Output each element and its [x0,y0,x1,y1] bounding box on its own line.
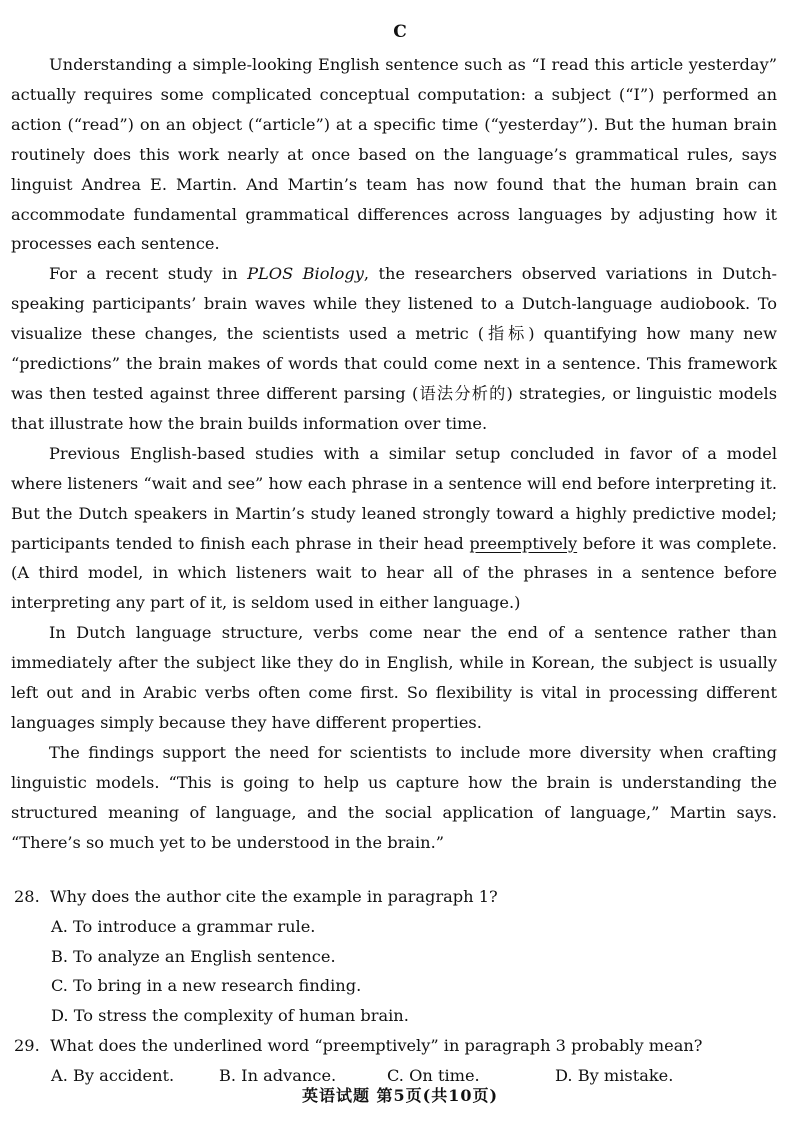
page-footer: 英语试题 第5页(共10页) [301,1086,499,1105]
question-stem [14,1031,784,1061]
option-a: A. By accident. [51,1065,175,1085]
paragraph-3-text-end: before it was complete. (A third model, in which listeners wait to hear all of the phrases in a sentence before interpreting any part of it, is seldom used in either language.) [11,533,777,613]
question-stem [14,882,784,912]
journal-title: PLOS Biology [247,264,364,284]
paragraph-2-text-start: For a recent study in [49,264,248,284]
question-29 [14,1031,784,1091]
underlined-word: preemptively [469,533,578,553]
option-c: C. To bring in a new research finding. [51,976,362,996]
paragraph-1-text: Understanding a simple-looking English sentence such as “I read this article yesterday” actually requires some complicated conceptual computation: a subject (“I”) performed an action (“read”) on an object (“article”) at a specific time (“yesterday”). But the human brain routinely does this work nearly at once based on the language’s grammatical rules, says linguist Andrea E. Martin. And Martin’s team has now found that the human brain can accommodate fundamental grammatical differences across languages by adjusting how it processes each sentence. [11,55,777,254]
paragraph-5-text: The findings support the need for scientists to include more diversity when crafting linguistic models. “This is going to help us capture how the brain is understanding the structured meaning of language, and the social application of language,” Martin says. “There’s so much yet to be understood in the brain.” [11,742,777,852]
paragraph-4 [11,618,777,738]
paragraph-2-text-end: , the researchers observed variations in Dutch-speaking participants’ brain waves while they listened to a Dutch-language audiobook. To visualize these changes, the scientists used a metric (指标) quantifying how many new “predictions” the brain makes of words that could come next in a sentence. This framework was then tested against three different parsing (语法分析的) strategies, or linguistic models that illustrate how the brain builds information over time. [11,264,777,433]
option-d: D. To stress the complexity of human brain. [51,1006,409,1026]
paragraph-1 [11,50,777,259]
reading-passage [11,50,777,857]
option-b: B. In advance. [219,1065,337,1085]
option-a: A. To introduce a grammar rule. [51,916,316,936]
option-b: B. To analyze an English sentence. [51,946,336,966]
option-d: D. By mistake. [555,1065,674,1085]
question-text: What does the underlined word “preemptively” in paragraph 3 probably mean? [50,1035,703,1055]
paragraph-3-text-start: Previous English-based studies with a similar setup concluded in favor of a model where listeners “wait and see” how each phrase in a sentence will end before interpreting it. But the Dutch speakers in Martin’s study leaned strongly toward a highly predictive model; participants tended to finish each phrase in their head [11,443,777,553]
section-heading: C [393,22,407,42]
option-c: C. On time. [387,1065,480,1085]
paragraph-5 [11,738,777,858]
question-number: 28. [14,887,40,906]
question-28 [14,882,784,1031]
question-list [14,880,784,1091]
question-text: Why does the author cite the example in paragraph 1? [50,887,498,906]
paragraph-2 [11,259,777,438]
paragraph-3 [11,439,777,618]
question-number: 29. [14,1035,40,1055]
paragraph-4-text: In Dutch language structure, verbs come near the end of a sentence rather than immediately after the subject like they do in English, while in Korean, the subject is usually left out and in Arabic verbs often come first. So flexibility is vital in processing different languages simply because they have different properties. [11,623,777,732]
